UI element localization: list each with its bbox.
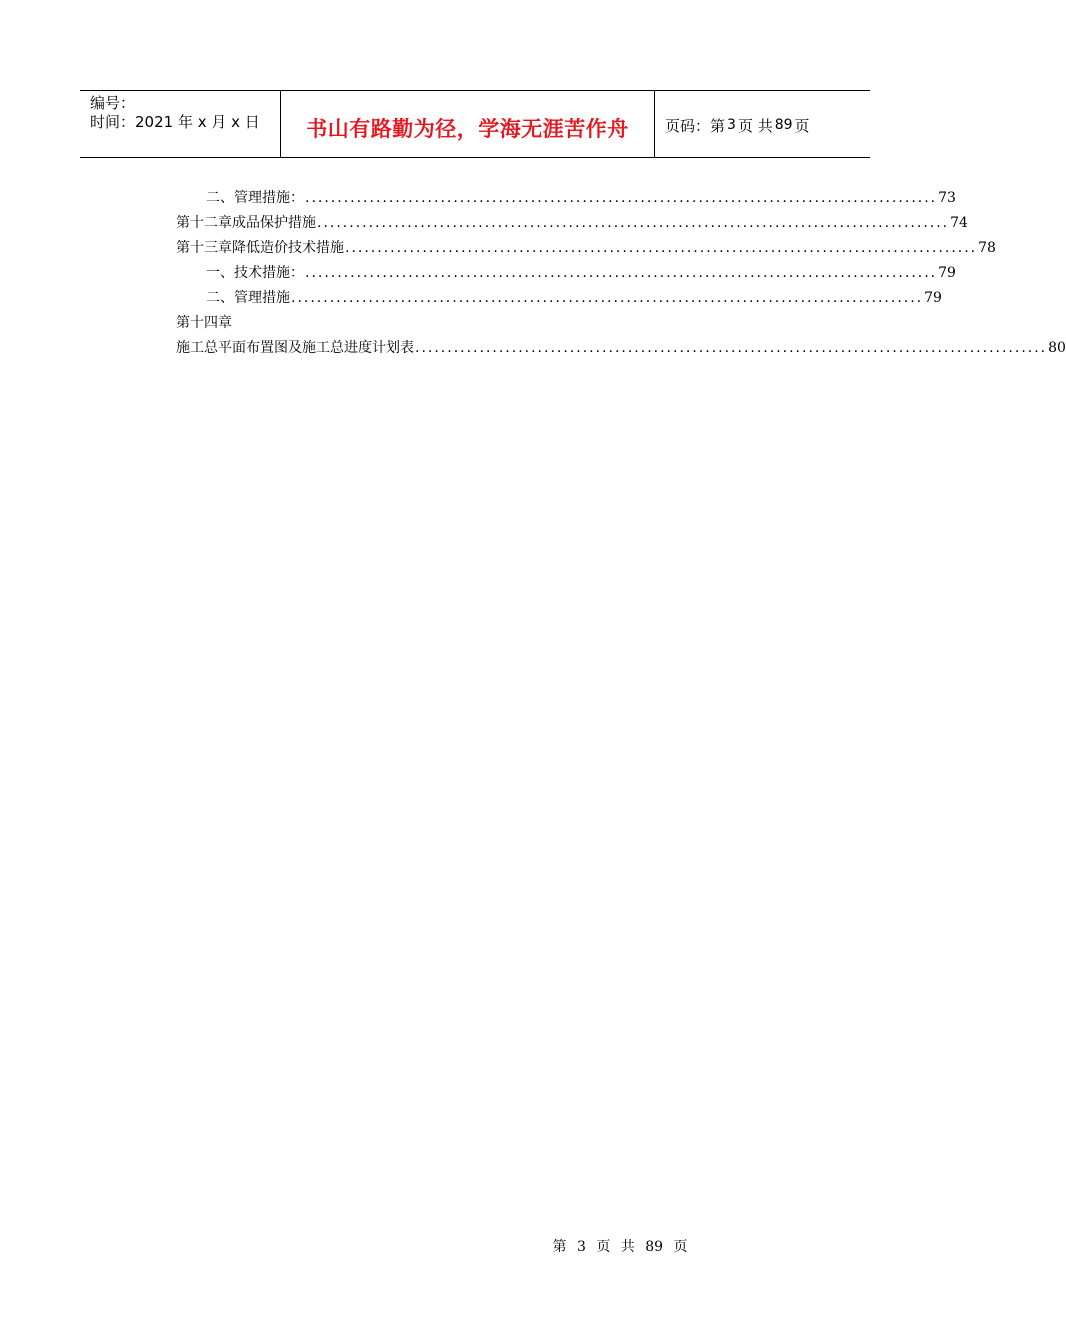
toc-entry[interactable] — [176, 186, 956, 211]
footer-ye: 页 — [596, 1239, 611, 1255]
toc-entry-page: 79 — [924, 290, 942, 306]
toc-entry[interactable] — [176, 336, 1066, 361]
footer-di: 第 — [552, 1239, 567, 1255]
page-header — [80, 90, 870, 158]
header-page-total: 89 — [774, 117, 793, 133]
toc-entry-page: 74 — [950, 215, 968, 231]
footer-page-total: 89 — [645, 1239, 664, 1255]
toc-leader-dots: .................................................................................................. — [317, 215, 950, 231]
toc-entry-title: 技术措施： — [234, 265, 304, 281]
toc-entry[interactable] — [176, 211, 968, 236]
toc-entry-title: 管理措施： — [234, 190, 304, 206]
page-footer — [0, 1236, 950, 1256]
header-page-cell — [655, 91, 870, 157]
header-page-mid: 页 共 — [737, 116, 773, 135]
toc-entry-marker: 第十三章 — [176, 240, 232, 256]
header-motto-cell — [281, 91, 655, 157]
toc-entry-title: 降低造价技术措施 — [232, 240, 344, 256]
toc-entry-marker: 一、 — [206, 265, 234, 281]
toc-entry-page: 78 — [978, 240, 996, 256]
toc-entry-marker: 二、 — [206, 290, 234, 306]
header-motto: 书山有路勤为径，学海无涯苦作舟 — [306, 117, 629, 141]
toc-leader-dots: .................................................................................................. — [305, 190, 938, 206]
toc-entry-page: 80 — [1048, 340, 1066, 356]
table-of-contents — [176, 186, 1066, 361]
footer-gong: 共 — [620, 1239, 635, 1255]
header-meta-cell — [80, 91, 281, 157]
toc-entry[interactable] — [176, 311, 806, 336]
toc-leader-dots: .................................................................................................. — [345, 240, 978, 256]
footer-page-current: 3 — [576, 1239, 586, 1255]
toc-leader-dots: .................................................................................................. — [291, 290, 924, 306]
toc-entry-title: 管理措施 — [234, 290, 290, 306]
toc-leader-dots: .................................................................................................. — [305, 265, 938, 281]
header-page-current: 3 — [727, 117, 736, 133]
toc-entry-title: 施工总平面布置图及施工总进度计划表 — [176, 340, 414, 356]
toc-entry-marker: 第十四章 — [176, 315, 232, 331]
toc-entry[interactable] — [176, 261, 956, 286]
toc-entry-marker: 第十二章 — [176, 215, 232, 231]
toc-entry-page: 79 — [938, 265, 956, 281]
document-time-label: 时间：2021 年 x 月 x 日 — [90, 113, 260, 131]
toc-entry[interactable] — [176, 236, 996, 261]
toc-entry-page: 73 — [938, 190, 956, 206]
document-number-label: 编号： — [90, 94, 136, 112]
header-page-suffix: 页 — [794, 116, 810, 135]
toc-leader-dots: .................................................................................................. — [415, 340, 1048, 356]
toc-entry[interactable] — [176, 286, 942, 311]
footer-ye: 页 — [673, 1239, 688, 1255]
header-page-prefix: 页码：第 — [665, 116, 726, 135]
toc-entry-marker: 二、 — [206, 190, 234, 206]
toc-entry-title: 成品保护措施 — [232, 215, 316, 231]
